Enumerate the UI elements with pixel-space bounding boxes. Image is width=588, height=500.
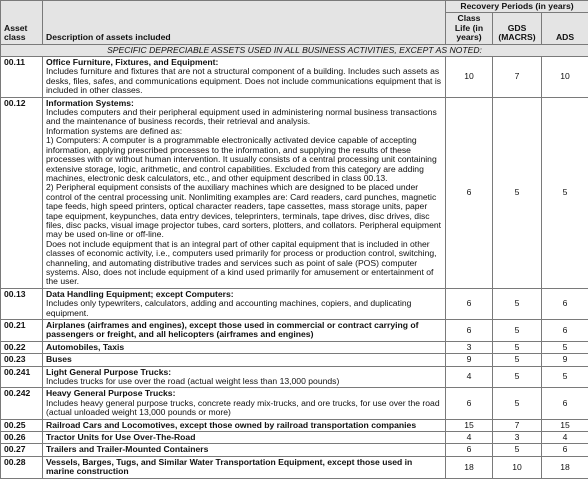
asset-detail-text: Includes furniture and fixtures that are not a structural component of a building. Includes such assets as desks, files, safes, and communications equipment. Does not include communications equipment that is included in other classes. (46, 66, 442, 96)
ads-value: 9 (542, 354, 588, 366)
table-row (1, 354, 588, 366)
gds-value: 5 (493, 354, 542, 366)
ads-value: 5 (542, 341, 588, 353)
asset-class-code: 00.27 (1, 444, 43, 456)
class-life-value: 6 (446, 320, 493, 342)
asset-title: Airplanes (airframes and engines), except those used in commercial or contract carrying of passengers or freight, and all helicopters (airframes and engines) (46, 320, 419, 340)
ads-value: 5 (542, 366, 588, 388)
ads-value: 6 (542, 320, 588, 342)
asset-detail-text: Includes trucks for use over the road (actual weight less than 13,000 pounds) (46, 376, 340, 387)
asset-description (43, 432, 446, 444)
ads-value: 18 (542, 456, 588, 478)
asset-title: Automobiles, Taxis (46, 341, 125, 352)
gds-value: 5 (493, 388, 542, 419)
asset-description (43, 341, 446, 353)
asset-description (43, 419, 446, 431)
asset-class-code: 00.11 (1, 57, 43, 98)
asset-class-code: 00.26 (1, 432, 43, 444)
recovery-periods-header: Recovery Periods (in years) (446, 1, 588, 13)
asset-title: Data Handling Equipment; except Computers: (46, 288, 234, 299)
asset-class-code: 00.241 (1, 366, 43, 388)
table-row (1, 366, 588, 388)
asset-title: Light General Purpose Trucks: (46, 366, 172, 377)
asset-description (43, 57, 446, 98)
asset-detail-text: Information systems are defined as: (46, 125, 183, 136)
gds-value: 7 (493, 57, 542, 98)
gds-value: 5 (493, 341, 542, 353)
class-life-value: 18 (446, 456, 493, 478)
class-life-value: 6 (446, 388, 493, 419)
class-life-header: Class Life (in years) (446, 13, 493, 44)
asset-detail-text: 2) Peripheral equipment consists of the auxiliary machines which are designed to be placed under control of the central processing unit. Nonlimiting examples are: Card readers, card punches, magnetic tape feeds, high speed printers, optical character readers, tape cassettes, mass storage units, paper tape equipment, keypunches, data entry devices, teleprinters, terminals, tape drives, disc drives, disc files, disc packs, visual image projector tubes, card sorters, plotters, and collators. Peripheral equipment may be used on-line or off-line. (46, 182, 442, 240)
table-row (1, 444, 588, 456)
gds-value: 7 (493, 419, 542, 431)
class-life-value: 6 (446, 97, 493, 288)
class-life-value: 4 (446, 432, 493, 444)
ads-value: 6 (542, 388, 588, 419)
class-life-value: 6 (446, 444, 493, 456)
asset-title: Office Furniture, Fixtures, and Equipment: (46, 57, 219, 68)
ads-value: 15 (542, 419, 588, 431)
asset-description (43, 456, 446, 478)
ads-value: 5 (542, 97, 588, 288)
description-header: Description of assets included (43, 1, 446, 45)
asset-detail-text: Includes computers and their peripheral equipment used in administering normal business transactions and the maintenance of business records, their retrieval and analysis. (46, 107, 437, 127)
table-row (1, 432, 588, 444)
gds-header: GDS (MACRS) (493, 13, 542, 44)
asset-detail-text: 1) Computers: A computer is a programmable electronically activated device capable of accepting information, applying prescribed processes to the information, and supplying the results of these processes with or without human intervention. It usually consists of a central processing unit containing extensive storage, logic, arithmetic, and control capabilities. Excluded from this category are adding machines, electronic desk calculators, etc., and other equipment described in class 00.13. (46, 135, 437, 183)
class-life-value: 9 (446, 354, 493, 366)
table-row (1, 320, 588, 342)
table-row (1, 341, 588, 353)
asset-class-code: 00.13 (1, 288, 43, 319)
class-life-value: 15 (446, 419, 493, 431)
gds-value: 5 (493, 366, 542, 388)
ads-value: 6 (542, 288, 588, 319)
asset-description (43, 354, 446, 366)
asset-title: Trailers and Trailer-Mounted Containers (46, 444, 209, 455)
table-row (1, 288, 588, 319)
asset-title: Buses (46, 354, 72, 365)
table-row (1, 388, 588, 419)
asset-title: Heavy General Purpose Trucks: (46, 388, 176, 399)
asset-title: Vessels, Barges, Tugs, and Similar Water Transportation Equipment, except those used in marine construction (46, 456, 413, 477)
asset-detail-text: Includes heavy general purpose trucks, concrete ready mix-trucks, and ore trucks, for use over the road (actual unloaded weight 13,000 pounds or more) (46, 397, 440, 418)
gds-value: 5 (493, 97, 542, 288)
gds-value: 5 (493, 320, 542, 342)
asset-description (43, 366, 446, 388)
asset-class-header: Asset class (1, 1, 43, 45)
asset-title: Railroad Cars and Locomotives, except those owned by railroad transportation companies (46, 419, 417, 430)
gds-value: 10 (493, 456, 542, 478)
asset-class-code: 00.23 (1, 354, 43, 366)
table-row (1, 57, 588, 98)
asset-description (43, 388, 446, 419)
ads-value: 10 (542, 57, 588, 98)
gds-value: 3 (493, 432, 542, 444)
table-row (1, 419, 588, 431)
ads-value: 4 (542, 432, 588, 444)
ads-header: ADS (542, 13, 588, 44)
asset-title: Tractor Units for Use Over-The-Road (46, 432, 196, 443)
asset-class-code: 00.21 (1, 320, 43, 342)
asset-title: Information Systems: (46, 97, 134, 108)
asset-description (43, 288, 446, 319)
asset-class-code: 00.28 (1, 456, 43, 478)
asset-description (43, 320, 446, 342)
table-row (1, 97, 588, 288)
asset-description (43, 97, 446, 288)
asset-description (43, 444, 446, 456)
class-life-value: 10 (446, 57, 493, 98)
asset-detail-text: Includes only typewriters, calculators, adding and accounting machines, copiers, and duplicating equipment. (46, 298, 412, 318)
class-life-value: 6 (446, 288, 493, 319)
gds-value: 5 (493, 288, 542, 319)
asset-detail-text: Does not include equipment that is an integral part of other capital equipment that is included in other classes of economic activity, i.e., computers used primarily for process or production control, switching, channeling, and automating distributive trades and services such as point of sale (POS) computer systems. Also, does not include equipment of a kind used primarily for amusement or entertainment of the user. (46, 238, 437, 287)
section-title: SPECIFIC DEPRECIABLE ASSETS USED IN ALL BUSINESS ACTIVITIES, EXCEPT AS NOTED: (1, 44, 588, 56)
asset-class-code: 00.12 (1, 97, 43, 288)
asset-class-code: 00.22 (1, 341, 43, 353)
ads-value: 6 (542, 444, 588, 456)
gds-value: 5 (493, 444, 542, 456)
class-life-value: 3 (446, 341, 493, 353)
asset-class-code: 00.242 (1, 388, 43, 419)
asset-class-code: 00.25 (1, 419, 43, 431)
table-row (1, 456, 588, 478)
class-life-value: 4 (446, 366, 493, 388)
